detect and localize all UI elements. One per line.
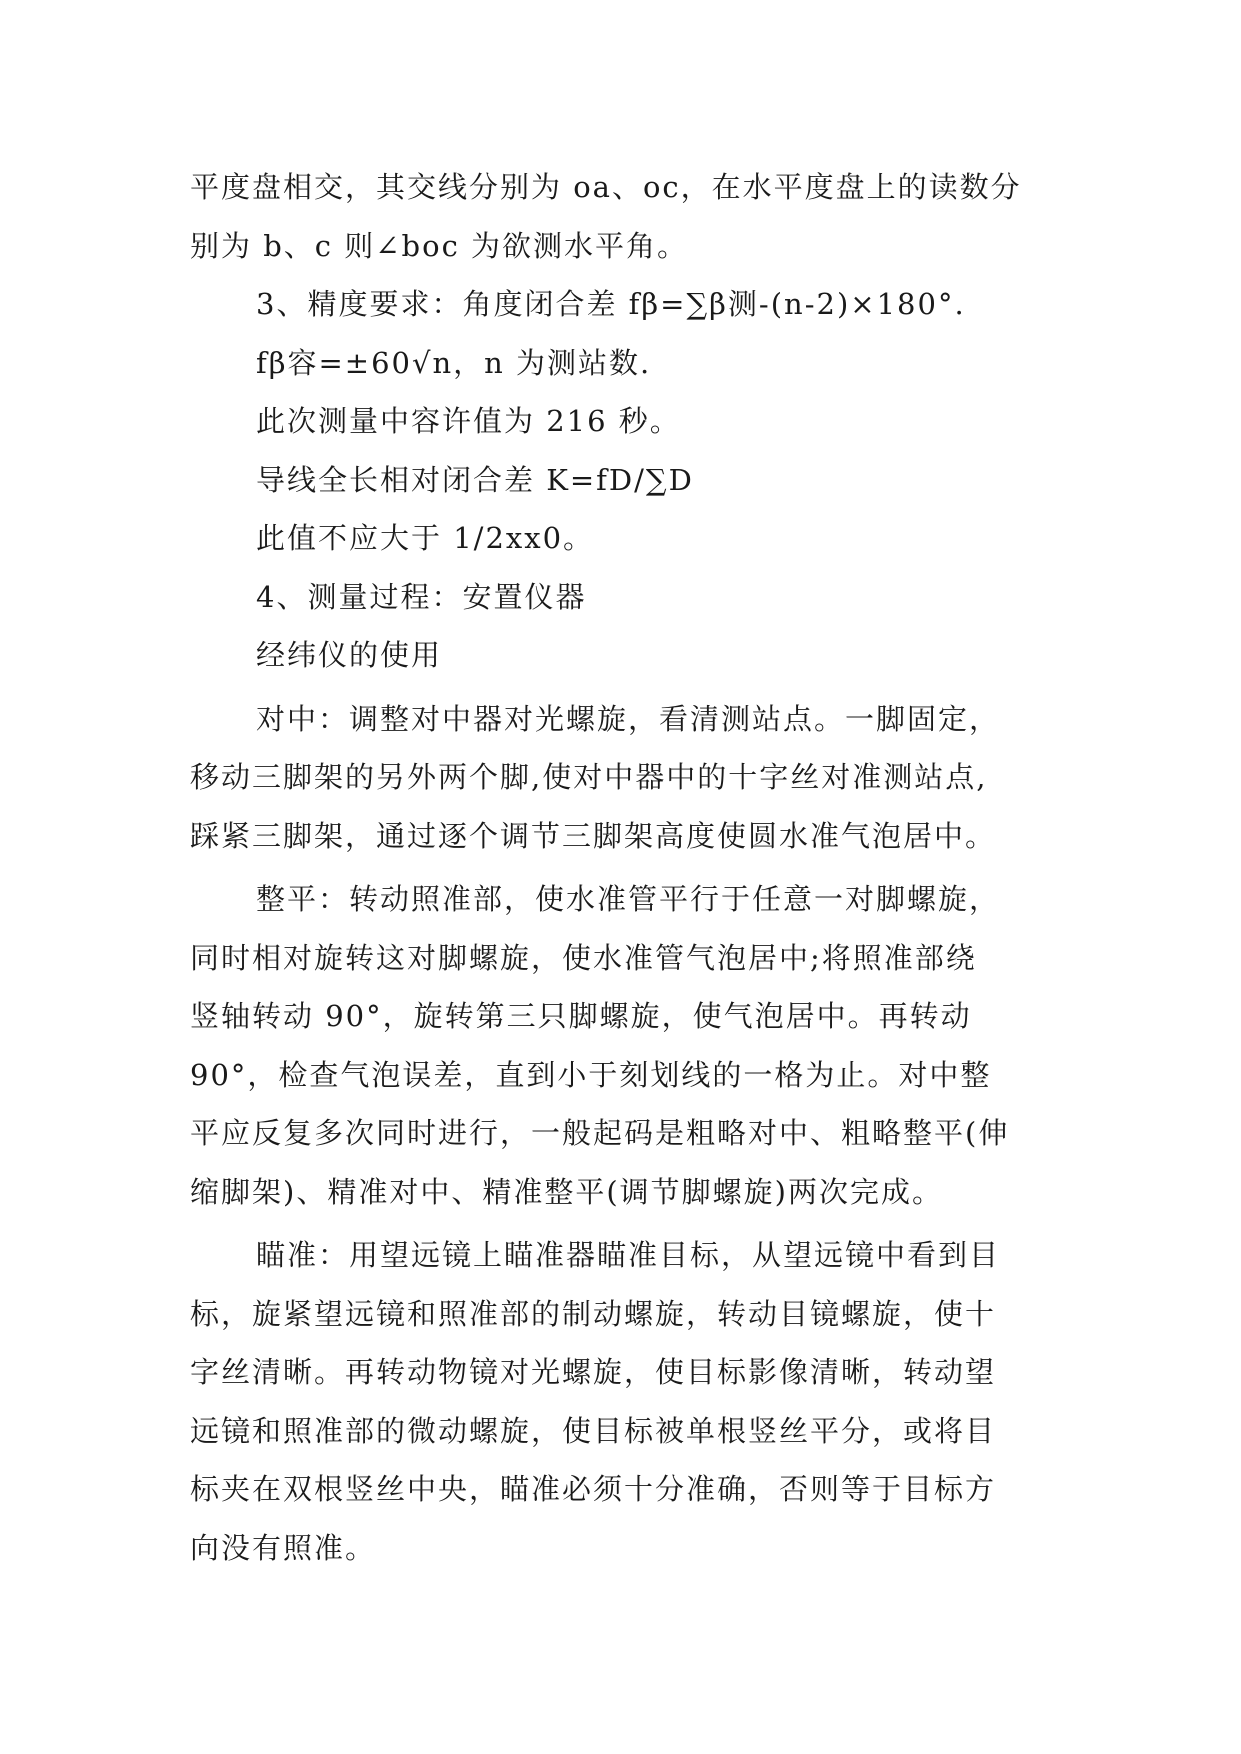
text-line: 平度盘相交，其交线分别为 oa、oc，在水平度盘上的读数分 bbox=[190, 170, 1022, 204]
text-line: 导线全长相对闭合差 K=fD/∑D bbox=[256, 462, 694, 497]
text-line: 踩紧三脚架，通过逐个调节三脚架高度使圆水准气泡居中。 bbox=[190, 818, 997, 853]
text-line: 别为 b、c 则∠boc 为欲测水平角。 bbox=[190, 228, 689, 263]
text-line: 整平：转动照准部，使水准管平行于任意一对脚螺旋， bbox=[256, 882, 1001, 916]
text-line: 标夹在双根竖丝中央，瞄准必须十分准确，否则等于目标方 bbox=[190, 1472, 997, 1506]
text-line: 此次测量中容许值为 216 秒。 bbox=[256, 404, 681, 438]
document-page bbox=[190, 158, 1070, 1577]
text-line: 3、精度要求：角度闭合差 fβ=∑β测-(n-2)×180°. bbox=[256, 287, 966, 321]
text-line: 4、测量过程：安置仪器 bbox=[256, 579, 587, 614]
text-line: 对中：调整对中器对光螺旋，看清测站点。一脚固定， bbox=[256, 701, 1001, 736]
text-line: 经纬仪的使用 bbox=[256, 638, 443, 672]
text-line: 同时相对旋转这对脚螺旋，使水准管气泡居中;将照准部绕 bbox=[190, 940, 977, 975]
text-line: 瞄准：用望远镜上瞄准器瞄准目标，从望远镜中看到目 bbox=[256, 1238, 1001, 1272]
text-line: 竖轴转动 90°，旋转第三只脚螺旋，使气泡居中。再转动 bbox=[190, 999, 972, 1033]
text-line: 平应反复多次同时进行，一般起码是粗略对中、粗略整平(伸 bbox=[190, 1116, 1010, 1150]
text-line: 向没有照准。 bbox=[190, 1530, 377, 1565]
text-line: 移动三脚架的另外两个脚,使对中器中的十字丝对准测站点, bbox=[190, 760, 988, 794]
text-line: fβ容=±60√n，n 为测站数. bbox=[256, 345, 652, 380]
text-line: 标，旋紧望远镜和照准部的制动螺旋，转动目镜螺旋，使十 bbox=[190, 1296, 997, 1331]
text-line: 90°，检查气泡误差，直到小于刻划线的一格为止。对中整 bbox=[190, 1057, 992, 1092]
text-line: 远镜和照准部的微动螺旋，使目标被单根竖丝平分，或将目 bbox=[190, 1413, 997, 1448]
text-line: 缩脚架)、精准对中、精准整平(调节脚螺旋)两次完成。 bbox=[190, 1174, 943, 1209]
text-line: 此值不应大于 1/2xx0。 bbox=[256, 521, 595, 555]
text-line: 字丝清晰。再转动物镜对光螺旋，使目标影像清晰，转动望 bbox=[190, 1355, 997, 1389]
